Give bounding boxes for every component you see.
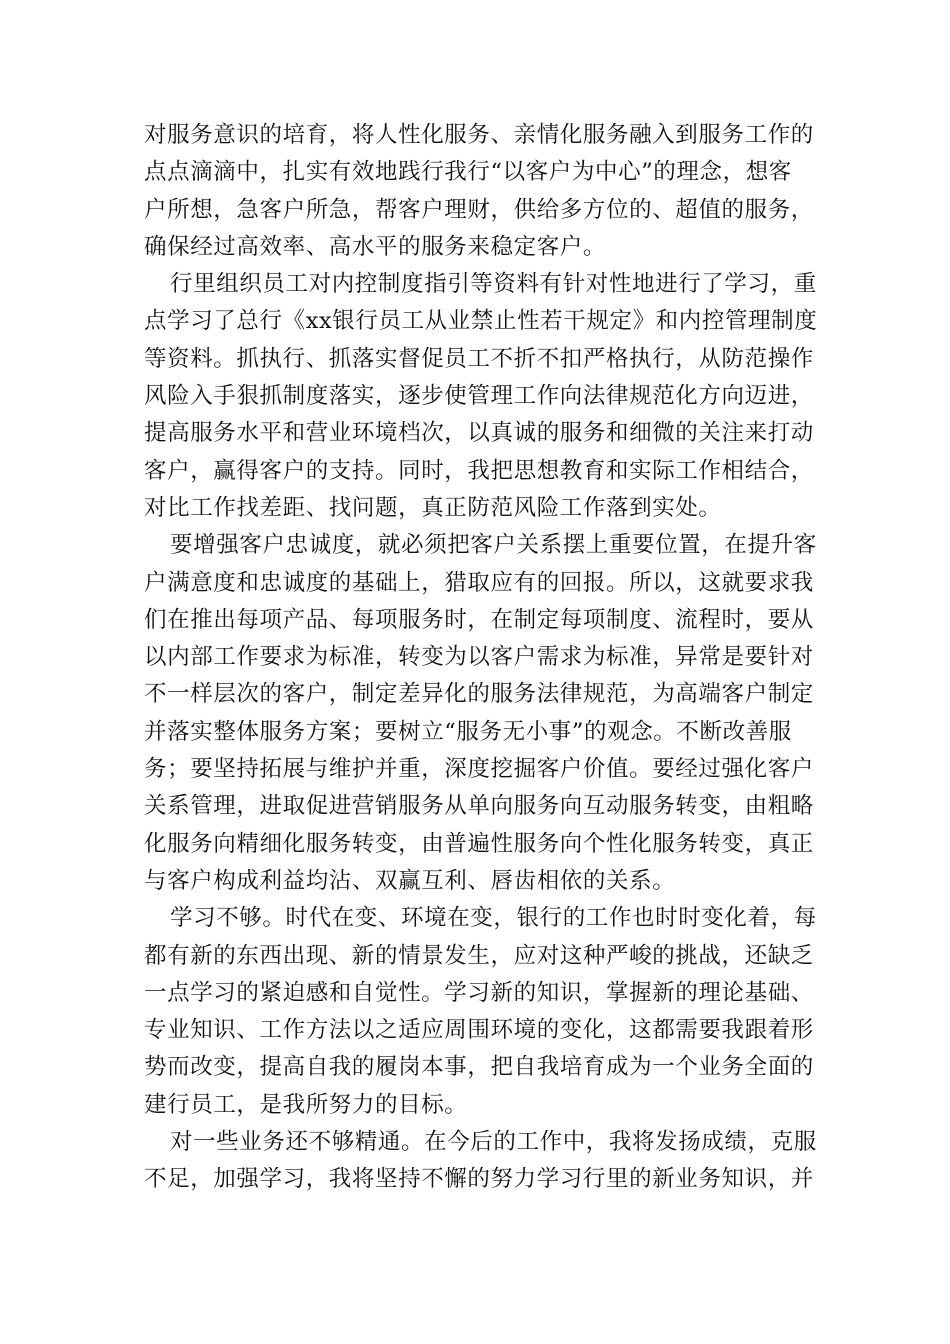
text-line: 不足，加强学习，我将坚持不懈的努力学习行里的新业务知识，并 <box>144 1166 814 1193</box>
document-body <box>144 117 818 1199</box>
text-line: 势而改变，提高自我的履岗本事，把自我培育成为一个业务全面的 <box>144 1054 814 1081</box>
text-line: 专业知识、工作方法以之适应周围环境的变化，这都需要我跟着形 <box>144 1017 814 1044</box>
text-line: 以内部工作要求为标准，转变为以客户需求为标准，异常是要针对 <box>144 644 814 671</box>
text-line: 对一些业务还不够精通。在今后的工作中，我将发扬成绩，克服 <box>170 1129 817 1156</box>
text-line: 要增强客户忠诚度，就必须把客户关系摆上重要位置，在提升客 <box>170 532 817 559</box>
text-line: 务；要坚持拓展与维护并重，深度挖掘客户价值。要经过强化客户 <box>144 756 814 783</box>
text-line: 一点学习的紧迫感和自觉性。学习新的知识，掌握新的理论基础、 <box>144 979 814 1006</box>
text-line: 化服务向精细化服务转变，由普遍性服务向个性化服务转变，真正 <box>144 830 814 857</box>
text-line: 与客户构成利益均沾、双赢互利、唇齿相依的关系。 <box>144 867 676 894</box>
text-line: 户所想，急客户所急，帮客户理财，供给多方位的、超值的服务， <box>144 196 814 223</box>
text-line: 提高服务水平和营业环境档次，以真诚的服务和细微的关注来打动 <box>144 420 814 447</box>
text-line: 都有新的东西出现、新的情景发生，应对这种严峻的挑战，还缺乏 <box>144 942 814 969</box>
text-line: 对比工作找差距、找问题，真正防范风险工作落到实处。 <box>144 494 722 521</box>
text-line: 确保经过高效率、高水平的服务来稳定客户。 <box>144 233 607 260</box>
text-line: 建行员工，是我所努力的目标。 <box>144 1091 468 1118</box>
text-line: 们在推出每项产品、每项服务时，在制定每项制度、流程时，要从 <box>144 606 814 633</box>
text-line: 点点滴滴中，扎实有效地践行我行“以客户为中心”的理念，想客 <box>144 159 792 186</box>
text-line: 对服务意识的培育，将人性化服务、亲情化服务融入到服务工作的 <box>144 122 814 148</box>
text-line: 客户，赢得客户的支持。同时，我把思想教育和实际工作相结合， <box>144 457 814 484</box>
text-line: 点学习了总行《xx银行员工从业禁止性若干规定》和内控管理制度 <box>144 308 818 335</box>
text-line: 不一样层次的客户，制定差异化的服务法律规范，为高端客户制定 <box>144 681 814 708</box>
text-line: 并落实整体服务方案；要树立“服务无小事”的观念。不断改善服 <box>144 718 792 745</box>
text-line: 户满意度和忠诚度的基础上，猎取应有的回报。所以，这就要求我 <box>144 569 814 596</box>
text-line: 行里组织员工对内控制度指引等资料有针对性地进行了学习，重 <box>170 271 817 298</box>
text-line: 等资料。抓执行、抓落实督促员工不折不扣严格执行，从防范操作 <box>144 345 814 372</box>
text-line: 关系管理，进取促进营销服务从单向服务向互动服务转变，由粗略 <box>144 793 814 820</box>
text-line: 风险入手狠抓制度落实，逐步使管理工作向法律规范化方向迈进， <box>144 383 814 410</box>
text-line: 学习不够。时代在变、环境在变，银行的工作也时时变化着，每 <box>170 905 817 932</box>
